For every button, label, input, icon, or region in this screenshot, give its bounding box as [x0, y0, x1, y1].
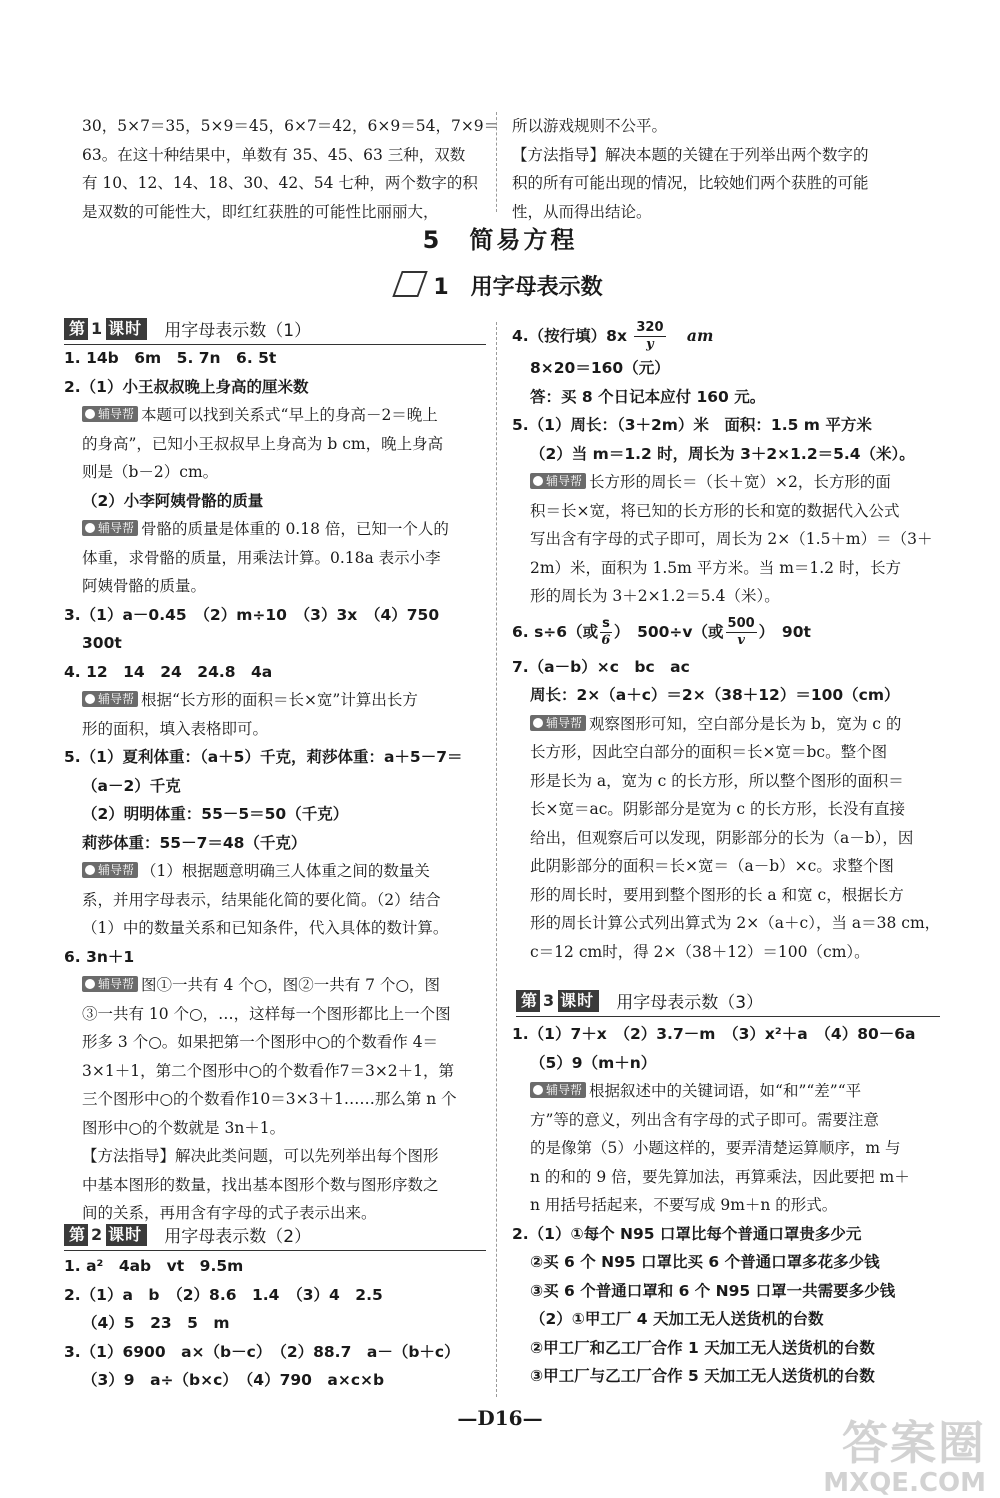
answer-c2-1: 2.（1）①每个 N95 口罩比每个普通口罩贵多少元 [512, 1224, 862, 1243]
hint-tag: 辅导帮 [82, 976, 138, 992]
text-line: 性，从而得出结论。 [512, 202, 652, 221]
section-title [0, 270, 1000, 301]
lesson-title: 用字母表示数（2） [164, 1227, 312, 1247]
answer-b3: 3.（1）6900 a×（b－c） （2）88.7 a－（b＋c） [64, 1342, 460, 1361]
lesson-badge: 第 2 课时 [64, 1224, 147, 1246]
text-line: 63。在这十种结果中，单数有 35、45、63 三种，双数 [82, 145, 466, 164]
lesson-header-3 [516, 988, 940, 1017]
answer-r7: 7.（a－b）×c bc ac [512, 657, 690, 676]
text-line: 30，5×7＝35，5×9＝45，6×7＝42，6×9＝54，7×9＝ [82, 117, 500, 135]
hint-tag: 辅导帮 [530, 1082, 586, 1098]
text-line: 所以游戏规则不公平。 [512, 117, 668, 135]
right-answers [512, 318, 944, 966]
helper-icon [533, 476, 543, 486]
hint-tag: 辅导帮 [82, 862, 138, 878]
answer-4: 4. 12 14 24 24.8 4a [64, 662, 273, 681]
answer-5-2: （2）明明体重：55－5＝50（千克） [82, 805, 349, 823]
hint-tag: 辅导帮 [82, 520, 138, 536]
section-marker-icon [393, 271, 428, 297]
answer-r4b: 8×20＝160（元） [530, 359, 670, 377]
text-line: 是双数的可能性大，即红红获胜的可能性比丽丽大， [82, 202, 439, 221]
answer-2-1: 2.（1）小王叔叔晚上身高的厘米数 [64, 377, 309, 396]
lesson-badge: 第 3 课时 [516, 990, 599, 1012]
answer-r6: 6. s÷6（或 $\frac{s}{6}$ ） 500÷v（或 $\frac{500}{v}$ ） 90t [512, 615, 811, 648]
helper-icon [533, 1085, 543, 1095]
answer-c1b: （5）9（m＋n） [530, 1053, 657, 1072]
lesson-badge: 第 1 课时 [64, 318, 147, 340]
answer-c2-6: ③甲工厂与乙工厂合作 5 天加工无人送货机的台数 [530, 1367, 875, 1385]
left-answers-2 [64, 1252, 490, 1395]
helper-icon [85, 694, 95, 704]
answer-b1: 1. a² 4ab vt 9.5m [64, 1257, 244, 1275]
answer-3: 3.（1）a－0.45 （2）m÷10 （3）3x （4）750 [64, 605, 440, 624]
hint-block: 辅导帮 （1）根据题意明确三人体重之间的数量关 系，并用字母表示，结果能化简的要化简。（2）结合 （1）中的数量关系和已知条件，代入具体的数计算。 [82, 862, 449, 937]
answer-6: 6. 3n＋1 [64, 947, 135, 966]
right-answers-2 [512, 1020, 944, 1391]
answer-b2: 2.（1）a b （2）8.6 1.4 （3）4 2.5 [64, 1285, 383, 1304]
hint-block: 辅导帮 长方形的周长＝（长＋宽）×2，长方形的面 积＝长×宽，将已知的长方形的长和宽的数据代入公式 写出含有字母的式子即可，周长为 2×（1.5＋m）＝（3＋ 2m）米，面积为 1.5m 平方米。当 m＝1.2 时，长方 形的周长为 3＋2×1.2＝5.4（米）。 [530, 473, 933, 605]
fraction: $\frac{320}{y}$ [636, 320, 664, 352]
left-answers [64, 344, 490, 1228]
helper-icon [533, 718, 543, 728]
answer-3b: 300t [82, 634, 122, 652]
answer-b2b: （4）5 23 5 m [82, 1314, 230, 1332]
answer-r5-2: （2）当 m＝1.2 时，周长为 3＋2×1.2＝5.4（米）。 [530, 444, 915, 463]
helper-icon [85, 979, 95, 989]
hint-block: 辅导帮 根据“长方形的面积＝长×宽”计算出长方 形的面积，填入表格即可。 [82, 691, 418, 738]
answer-c2-3: ③买 6 个普通口罩和 6 个 N95 口罩一共需要多少钱 [530, 1281, 896, 1300]
answer-r5-1: 5.（1）周长：（3＋2m）米 面积：1.5 m 平方米 [512, 416, 872, 434]
answer-c2-4: （2）①甲工厂 4 天加工无人送货机的台数 [530, 1310, 824, 1328]
helper-icon [85, 865, 95, 875]
page-number: —D16— [457, 1406, 543, 1430]
column-divider [496, 322, 497, 1397]
answer-2-2: （2）小李阿姨骨骼的质量 [82, 491, 264, 510]
watermark-logo: 答案圈 MXQE.COM [823, 1416, 986, 1498]
hint-block: 辅导帮 观察图形可知，空白部分是长为 b，宽为 c 的 长方形，因此空白部分的面积＝长×宽＝bc。整个图 形是长为 a，宽为 c 的长方形，所以整个图形的面积＝ 长×宽＝ac。阴影部分是宽为 c 的长方形，长没有直接 给出，但观察后可以发现，阴影部分的长为（a－b），因 此阴影部分的面积＝长×宽＝（a－b）×c。求整个图 形的周长时，要用到整个图形的长 a 和宽 c，根据长方 形的周长计算公式列出算式为 2×（a＋c），当 a＝38 cm， c＝12 cm时，得 2×（38＋12）＝100（cm）。 [530, 714, 941, 961]
hint-tag: 辅导帮 [82, 691, 138, 707]
lesson-title: 用字母表示数（3） [616, 993, 764, 1013]
answer-5-1: 5.（1）夏利体重：（a＋5）千克，莉莎体重：a＋5－7＝ [64, 748, 463, 766]
text-line: 有 10、12、14、18、30、42、54 七种，两个数字的积 [82, 174, 478, 192]
helper-icon [85, 523, 95, 533]
answer-c2-2: ②买 6 个 N95 口罩比买 6 个普通口罩多花多少钱 [530, 1253, 880, 1271]
section-title-text: 1 用字母表示数 [433, 275, 603, 300]
answer-r7b: 周长：2×（a＋c）＝2×（38＋12）＝100（cm） [530, 686, 900, 704]
hint-block: 辅导帮 本题可以找到关系式“早上的身高－2＝晚上 的身高”，已知小王叔叔早上身高为 b cm，晚上身高 则是（b－2）cm。 [82, 406, 444, 481]
answer-5-3: 莉莎体重：55－7＝48（千克） [82, 833, 307, 852]
answer-5-1b: （a－2）千克 [82, 776, 181, 795]
hint-block: 辅导帮 根据叙述中的关键词语，如“和”“差”“平 方”等的意义，列出含有字母的式子即可。需要注意 的是像第（5）小题这样的，要弄清楚运算顺序，m 与 n 的和的 9 倍，要先算加法，再算乘法，因此要把 m＋ n 用括号括起来，不要写成 9m＋n 的形式。 [530, 1082, 910, 1214]
hint-tag: 辅导帮 [82, 406, 138, 422]
chapter-title: 5 简易方程 [422, 226, 578, 254]
column-divider [496, 112, 497, 212]
answer-c2-5: ②甲工厂和乙工厂合作 1 天加工无人送货机的台数 [530, 1338, 875, 1357]
hint-tag: 辅导帮 [530, 715, 586, 731]
answer-1: 1. 14b 6m 5. 7n 6. 5t [64, 349, 277, 367]
lesson-header-2 [64, 1222, 486, 1251]
lesson-title: 用字母表示数（1） [164, 321, 312, 341]
top-right-text [512, 112, 942, 226]
hint-tag: 辅导帮 [530, 473, 586, 489]
hint-block: 辅导帮 骨骼的质量是体重的 0.18 倍，已知一个人的 体重，求骨骼的质量，用乘法计算。0.18a 表示小李 阿姨骨骼的质量。 [82, 520, 449, 595]
answer-r4c: 答：买 8 个日记本应付 160 元。 [530, 387, 766, 406]
helper-icon [85, 409, 95, 419]
text-line: 积的所有可能出现的情况，比较她们两个获胜的可能 [512, 174, 869, 192]
lesson-header-1 [64, 316, 486, 345]
answer-c1: 1.（1）7＋x （2）3.7－m （3）x²＋a （4）80－6a [512, 1025, 916, 1043]
answer-r4: 4.（按行填）8x $\frac{320}{y}$ am [512, 320, 714, 352]
hint-block: 辅导帮 图①一共有 4 个○，图②一共有 7 个○，图 ③一共有 10 个○，…，这样每一个图形都比上一个图 形多 3 个○。如果把第一个图形中○的个数看作 4＝ 3×1＋1，第二个图形中○的个数看作7＝3×2＋1，第 三个图形中○的个数看作10＝3×3＋1……那么第 n 个 图形中○的个数就是 3n＋1。 【方法指导】解决此类问题，可以先列举出每个图形 中基本图形的数量，找出基本图形个数与图形序数之 间的关系，再用含有字母的式子表示出来。 [82, 976, 457, 1222]
text-line: 【方法指导】解决本题的关键在于列举出两个数字的 [512, 145, 869, 164]
answer-b3b: （3）9 a÷（b×c） （4）790 a×c×b [82, 1371, 385, 1389]
top-left-text [82, 112, 500, 226]
